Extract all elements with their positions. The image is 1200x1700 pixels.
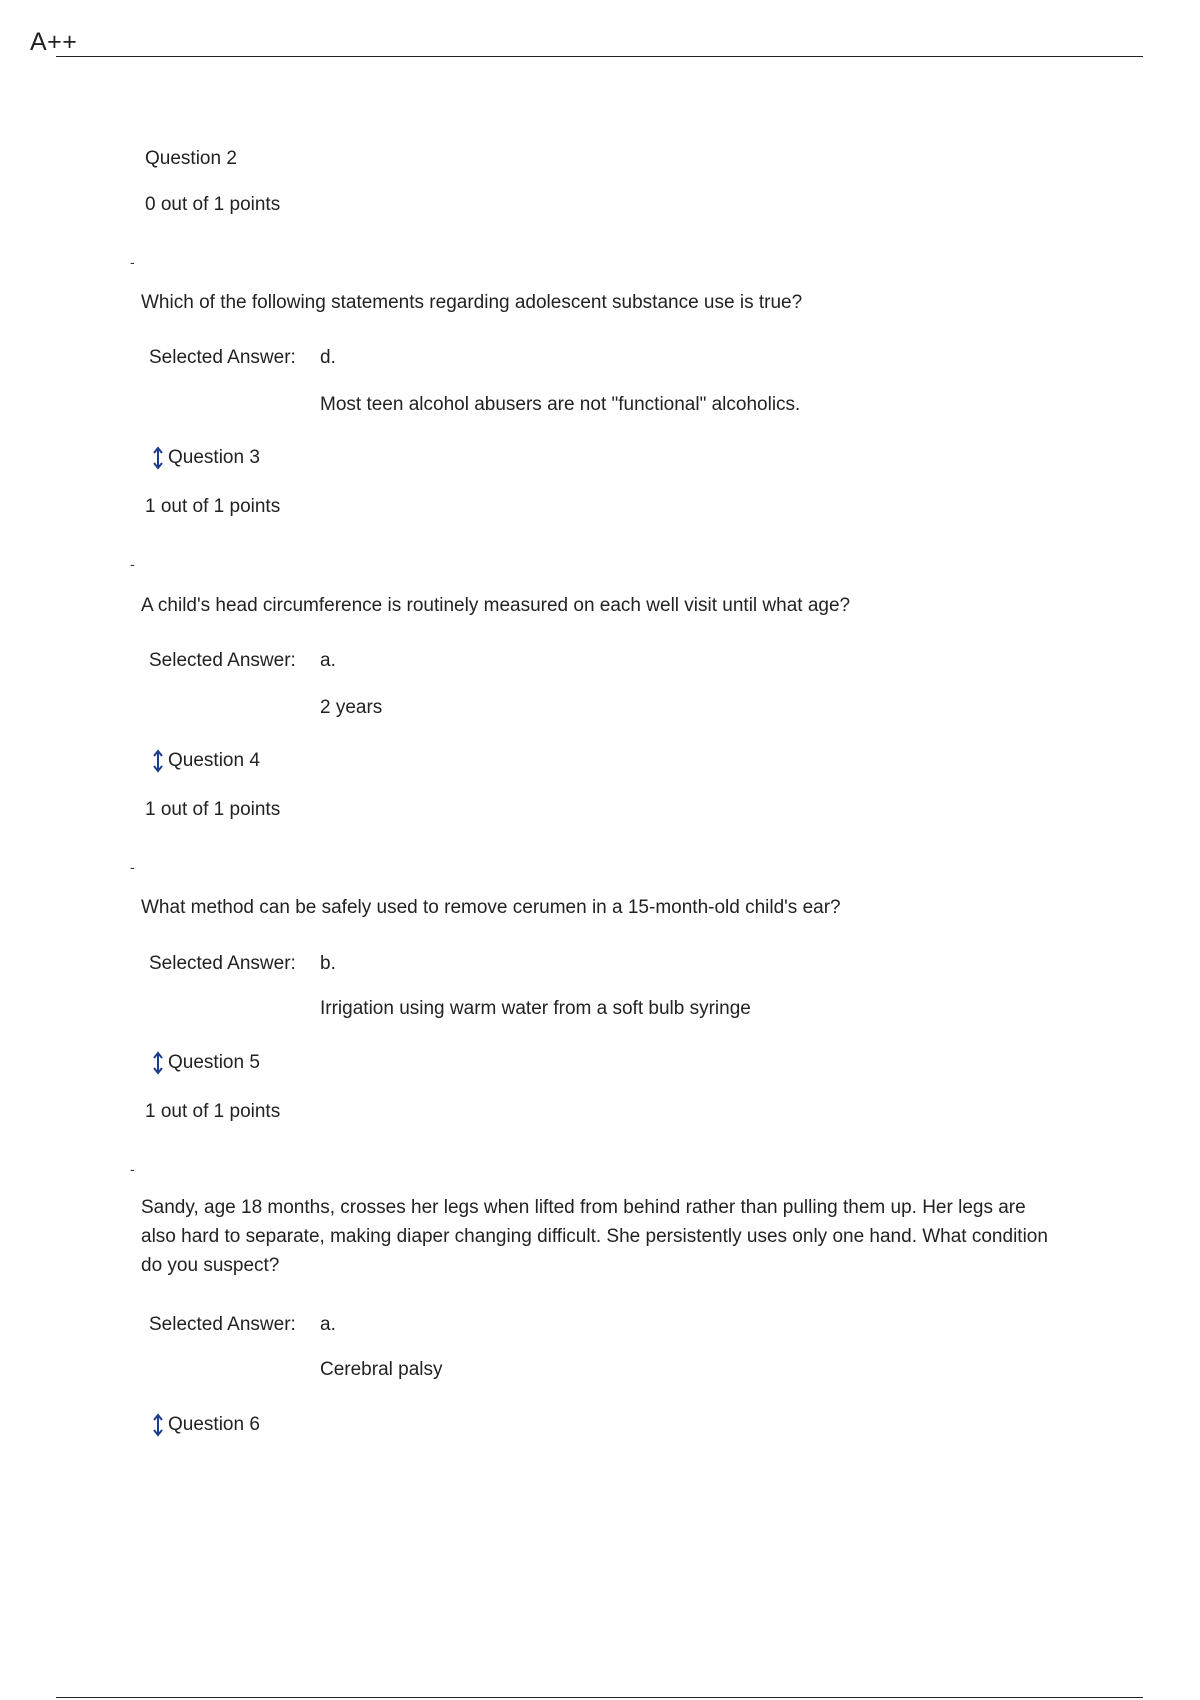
question-title-row[interactable] bbox=[151, 749, 260, 773]
question-stem: Which of the following statements regarding adolescent substance use is true? bbox=[141, 292, 803, 313]
question-title-row[interactable] bbox=[151, 1413, 260, 1437]
selected-answer-text: Irrigation using warm water from a soft bulb syringe bbox=[320, 998, 751, 1019]
question-stem: What method can be safely used to remove cerumen in a 15-month-old child's ear? bbox=[141, 897, 841, 918]
selected-answer-label: Selected Answer: bbox=[149, 650, 296, 671]
question-title-row[interactable] bbox=[151, 1051, 260, 1075]
selected-answer-label: Selected Answer: bbox=[149, 347, 296, 368]
selected-answer-label: Selected Answer: bbox=[149, 953, 296, 974]
bullet-marker: - bbox=[130, 859, 135, 875]
bullet-marker: - bbox=[130, 1161, 135, 1177]
selected-answer-letter: d. bbox=[320, 347, 336, 368]
up-down-arrow-icon[interactable] bbox=[151, 446, 165, 470]
up-down-arrow-icon[interactable] bbox=[151, 1051, 165, 1075]
selected-answer-text: Cerebral palsy bbox=[320, 1359, 443, 1380]
up-down-arrow-icon[interactable] bbox=[151, 749, 165, 773]
question-title: Question 3 bbox=[168, 447, 260, 468]
question-points: 0 out of 1 points bbox=[145, 194, 281, 215]
footer-rule bbox=[56, 1697, 1143, 1698]
question-title: Question 5 bbox=[168, 1052, 260, 1073]
header-rule bbox=[56, 56, 1143, 57]
question-title: Question 2 bbox=[145, 148, 237, 169]
question-stem: A child's head circumference is routinely measured on each well visit until what age? bbox=[141, 595, 851, 616]
selected-answer-text: 2 years bbox=[320, 697, 383, 718]
selected-answer-text: Most teen alcohol abusers are not "functional" alcoholics. bbox=[320, 394, 801, 415]
question-stem: Sandy, age 18 months, crosses her legs when lifted from behind rather than pulling them up. Her legs are also hard to separate, making diaper changing difficult. She persistently uses only one hand. What condition do you suspect? bbox=[141, 1197, 1048, 1276]
bullet-marker: - bbox=[130, 556, 135, 572]
question-title: Question 4 bbox=[168, 750, 260, 771]
question-points: 1 out of 1 points bbox=[145, 799, 281, 820]
bullet-marker: - bbox=[130, 254, 135, 270]
selected-answer-letter: a. bbox=[320, 650, 336, 671]
header-brand: A++ bbox=[30, 28, 78, 56]
question-title-row[interactable] bbox=[151, 446, 260, 470]
question-points: 1 out of 1 points bbox=[145, 496, 281, 517]
selected-answer-letter: b. bbox=[320, 953, 336, 974]
selected-answer-label: Selected Answer: bbox=[149, 1314, 296, 1335]
question-title: Question 6 bbox=[168, 1414, 260, 1435]
selected-answer-letter: a. bbox=[320, 1314, 336, 1335]
question-points: 1 out of 1 points bbox=[145, 1101, 281, 1122]
up-down-arrow-icon[interactable] bbox=[151, 1413, 165, 1437]
